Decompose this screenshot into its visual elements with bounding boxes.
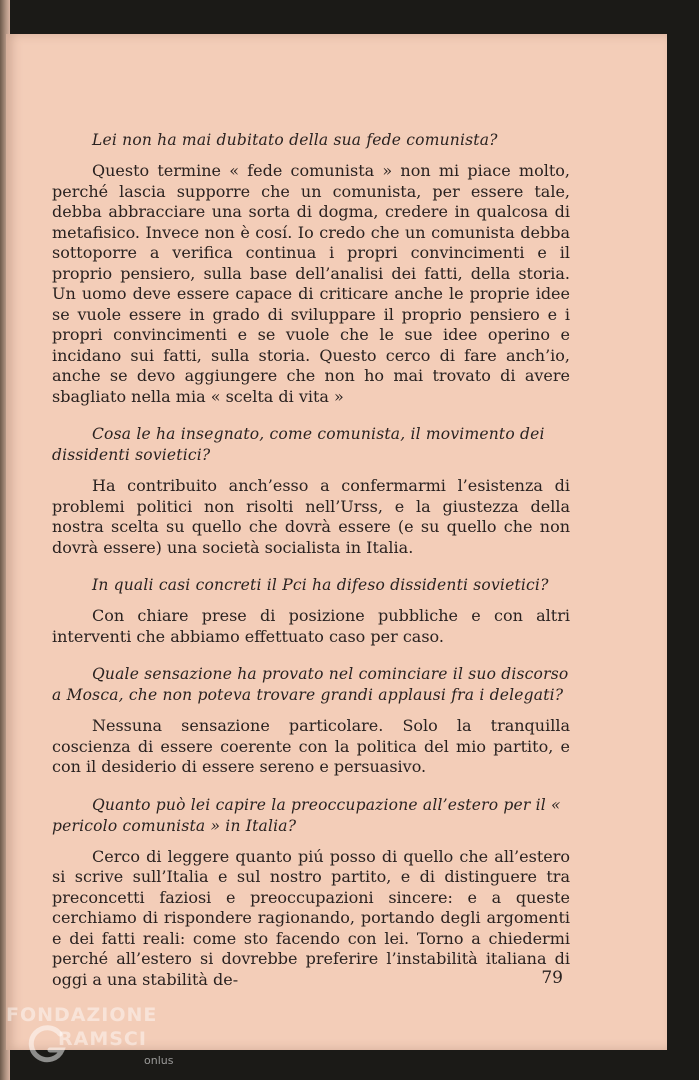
watermark-onlus: onlus (144, 1054, 174, 1067)
answer-3: Con chiare prese di posizione pubbliche e con altri interventi che abbiamo effettuato caso per caso. (52, 606, 570, 646)
watermark-line2: RAMSCI (58, 1028, 147, 1050)
answer-1: Questo termine « fede comunista » non mi piace molto, perché lascia supporre che un comunista, per essere tale, debba abbracciare una sorta di dogma, credere in qualcosa di metafisico. Invece non è cosí. Io credo che un comunista debba sottoporre a verifica continua i propri convincimenti e il proprio pensiero, sulla base dell’analisi dei fatti, della storia. Un uomo deve essere capace di criticare anche le proprie idee se vuole essere in grado di sviluppare il proprio pensiero e i propri convincimenti e se vuole che le sue idee operino e incidano sui fatti, sulla storia. Questo cerco di fare anch’io, anche se devo aggiungere che non ho mai trovato di avere sbagliato nella mia « scelta di vita » (52, 161, 570, 406)
question-3: In quali casi concreti il Pci ha difeso dissidenti sovietici? (92, 576, 549, 594)
fondazione-gramsci-watermark (6, 1004, 186, 1074)
book-page (6, 34, 667, 1050)
watermark-line1: FONDAZIONE (6, 1004, 158, 1026)
answer-4: Nessuna sensazione particolare. Solo la tranquilla coscienza di essere coerente con la politica del mio partito, e con il desiderio di essere sereno e persuasivo. (52, 716, 570, 776)
page-text (52, 130, 570, 990)
question-5: Quanto può lei capire la preoccupazione all’estero per il « pericolo comunista » in Italia? (52, 795, 561, 835)
question-2: Cosa le ha insegnato, come comunista, il movimento dei dissidenti sovietici? (52, 425, 545, 464)
answer-5: Cerco di leggere quanto piú posso di quello che all’estero si scrive sull’Italia e sul nostro partito, e di distinguere tra preconcetti faziosi e preoccupazioni sincere: e a queste cerchiamo di rispondere ragionando, portando degli argomenti e dei fatti reali: come sto facendo con lei. Torno a chiedermi perché all’estero si dovrebbe preferire l’instabilità italiana di oggi a una stabilità de- (52, 846, 570, 989)
question-1: Lei non ha mai dubitato della sua fede comunista? (92, 131, 498, 149)
question-4: Quale sensazione ha provato nel cominciare il suo discorso a Mosca, che non poteva trovare grandi applausi fra i delegati? (52, 665, 569, 704)
answer-2: Ha contribuito anch’esso a confermarmi l’esistenza di problemi politici non risolti nell’Urss, e la giustezza della nostra scelta su quello che dovrà essere (e su quello che non dovrà essere) una società socialista in Italia. (52, 476, 570, 557)
page-number: 79 (541, 968, 563, 988)
